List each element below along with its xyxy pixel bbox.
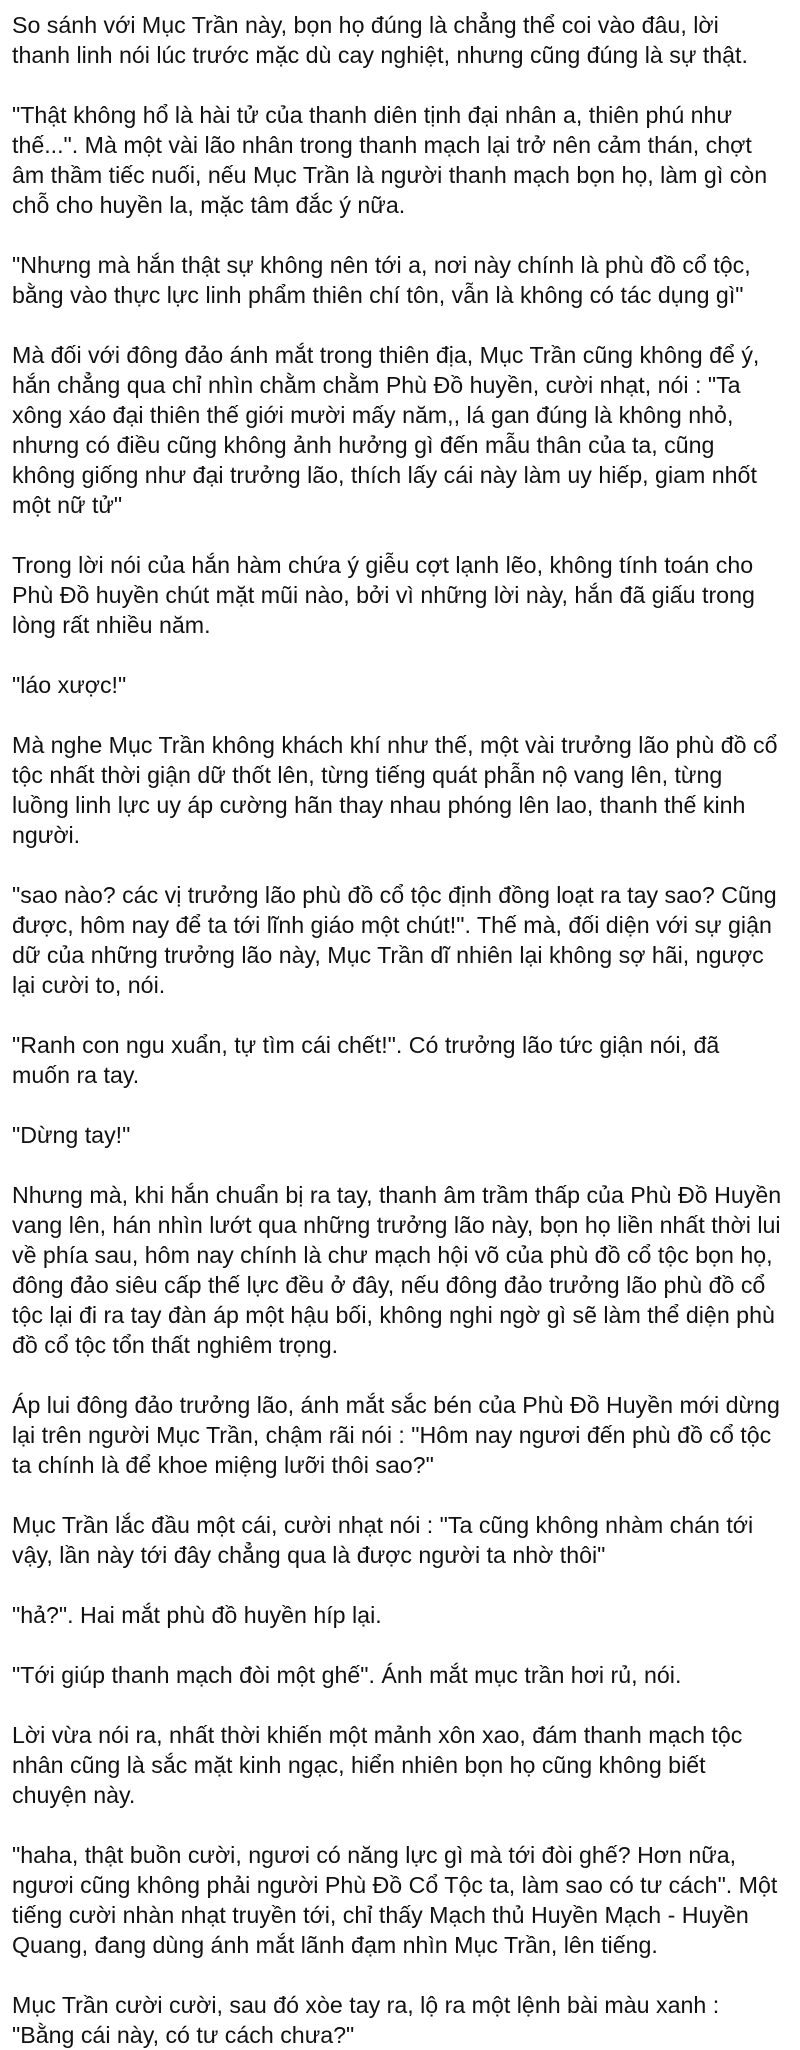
paragraph: "sao nào? các vị trưởng lão phù đồ cổ tộc định đồng loạt ra tay sao? Cũng được, hôm nay để ta tới lĩnh giáo một chút!". Thế mà, đối diện với sự giận dữ của những trưởng lão này, Mục Trần dĩ nhiên lại không sợ hãi, ngược lại cười to, nói. xyxy=(12,882,777,998)
paragraph: Mà đối với đông đảo ánh mắt trong thiên địa, Mục Trần cũng không để ý, hắn chẳng qua chỉ nhìn chằm chằm Phù Đồ huyền, cười nhạt, nói : "Ta xông xáo đại thiên thế giới mười mấy năm,, lá gan đúng là không nhỏ, nhưng có điều cũng không ảnh hưởng gì đến mẫu thân của ta, cũng không giống như đại trưởng lão, thích lấy cái này làm uy hiếp, giam nhốt một nữ tử" xyxy=(12,342,760,518)
paragraph: Nhưng mà, khi hắn chuẩn bị ra tay, thanh âm trầm thấp của Phù Đồ Huyền vang lên, hán nhìn lướt qua những trưởng lão này, bọn họ liền nhất thời lui về phía sau, hôm nay chính là chư mạch hội võ của phù đồ cổ tộc bọn họ, đông đảo siêu cấp thế lực đều ở đây, nếu đông đảo trưởng lão phù đồ cổ tộc lại đi ra tay đàn áp một hậu bối, không nghi ngờ gì sẽ làm thể diện phù đồ cổ tộc tổn thất nghiêm trọng. xyxy=(12,1182,782,1358)
paragraph: "Nhưng mà hắn thật sự không nên tới a, nơi này chính là phù đồ cổ tộc, bằng vào thực lực linh phẩm thiên chí tôn, vẫn là không có tác dụng gì" xyxy=(12,252,751,308)
paragraph: Mục Trần lắc đầu một cái, cười nhạt nói : "Ta cũng không nhàm chán tới vậy, lần này tới đây chẳng qua là được người ta nhờ thôi" xyxy=(12,1512,754,1568)
paragraph: "hả?". Hai mắt phù đồ huyền híp lại. xyxy=(12,1602,382,1628)
paragraph: "láo xược!" xyxy=(12,672,127,698)
paragraph: Áp lui đông đảo trưởng lão, ánh mắt sắc bén của Phù Đồ Huyền mới dừng lại trên người Mục Trần, chậm rãi nói : "Hôm nay ngươi đến phù đồ cổ tộc ta chính là để khoe miệng lưỡi thôi sao?" xyxy=(12,1392,780,1478)
paragraph: Lời vừa nói ra, nhất thời khiến một mảnh xôn xao, đám thanh mạch tộc nhân cũng là sắc mặt kinh ngạc, hiển nhiên bọn họ cũng không biết chuyện này. xyxy=(12,1722,743,1808)
paragraph: Mà nghe Mục Trần không khách khí như thế, một vài trưởng lão phù đồ cổ tộc nhất thời giận dữ thốt lên, từng tiếng quát phẫn nộ vang lên, từng luồng linh lực uy áp cường hãn thay nhau phóng lên lao, thanh thế kinh người. xyxy=(12,732,778,848)
paragraph: "Dừng tay!" xyxy=(12,1122,131,1148)
paragraph: So sánh với Mục Trần này, bọn họ đúng là chẳng thể coi vào đâu, lời thanh linh nói lúc trước mặc dù cay nghiệt, nhưng cũng đúng là sự thật. xyxy=(12,12,748,68)
paragraph: "Ranh con ngu xuẩn, tự tìm cái chết!". Có trưởng lão tức giận nói, đã muốn ra tay. xyxy=(12,1032,720,1088)
paragraph: "Tới giúp thanh mạch đòi một ghế". Ánh mắt mục trần hơi rủ, nói. xyxy=(12,1662,682,1688)
paragraph: "haha, thật buồn cười, ngươi có năng lực gì mà tới đòi ghế? Hơn nữa, ngươi cũng không phải người Phù Đồ Cổ Tộc ta, làm sao có tư cách". Một tiếng cười nhàn nhạt truyền tới, chỉ thấy Mạch thủ Huyền Mạch - Huyền Quang, đang dùng ánh mắt lãnh đạm nhìn Mục Trần, lên tiếng. xyxy=(12,1842,778,1958)
paragraph: "Thật không hổ là hài tử của thanh diên tịnh đại nhân a, thiên phú như thế...". Mà một vài lão nhân trong thanh mạch lại trở nên cảm thán, chợt âm thầm tiếc nuối, nếu Mục Trần là người thanh mạch bọn họ, làm gì còn chỗ cho huyền la, mặc tâm đắc ý nữa. xyxy=(12,102,768,218)
paragraph: Trong lời nói của hắn hàm chứa ý giễu cợt lạnh lẽo, không tính toán cho Phù Đồ huyền chút mặt mũi nào, bởi vì những lời này, hắn đã giấu trong lòng rất nhiều năm. xyxy=(12,552,755,638)
paragraph: Mục Trần cười cười, sau đó xòe tay ra, lộ ra một lệnh bài màu xanh : "Bằng cái này, có tư cách chưa?" xyxy=(12,1992,720,2048)
